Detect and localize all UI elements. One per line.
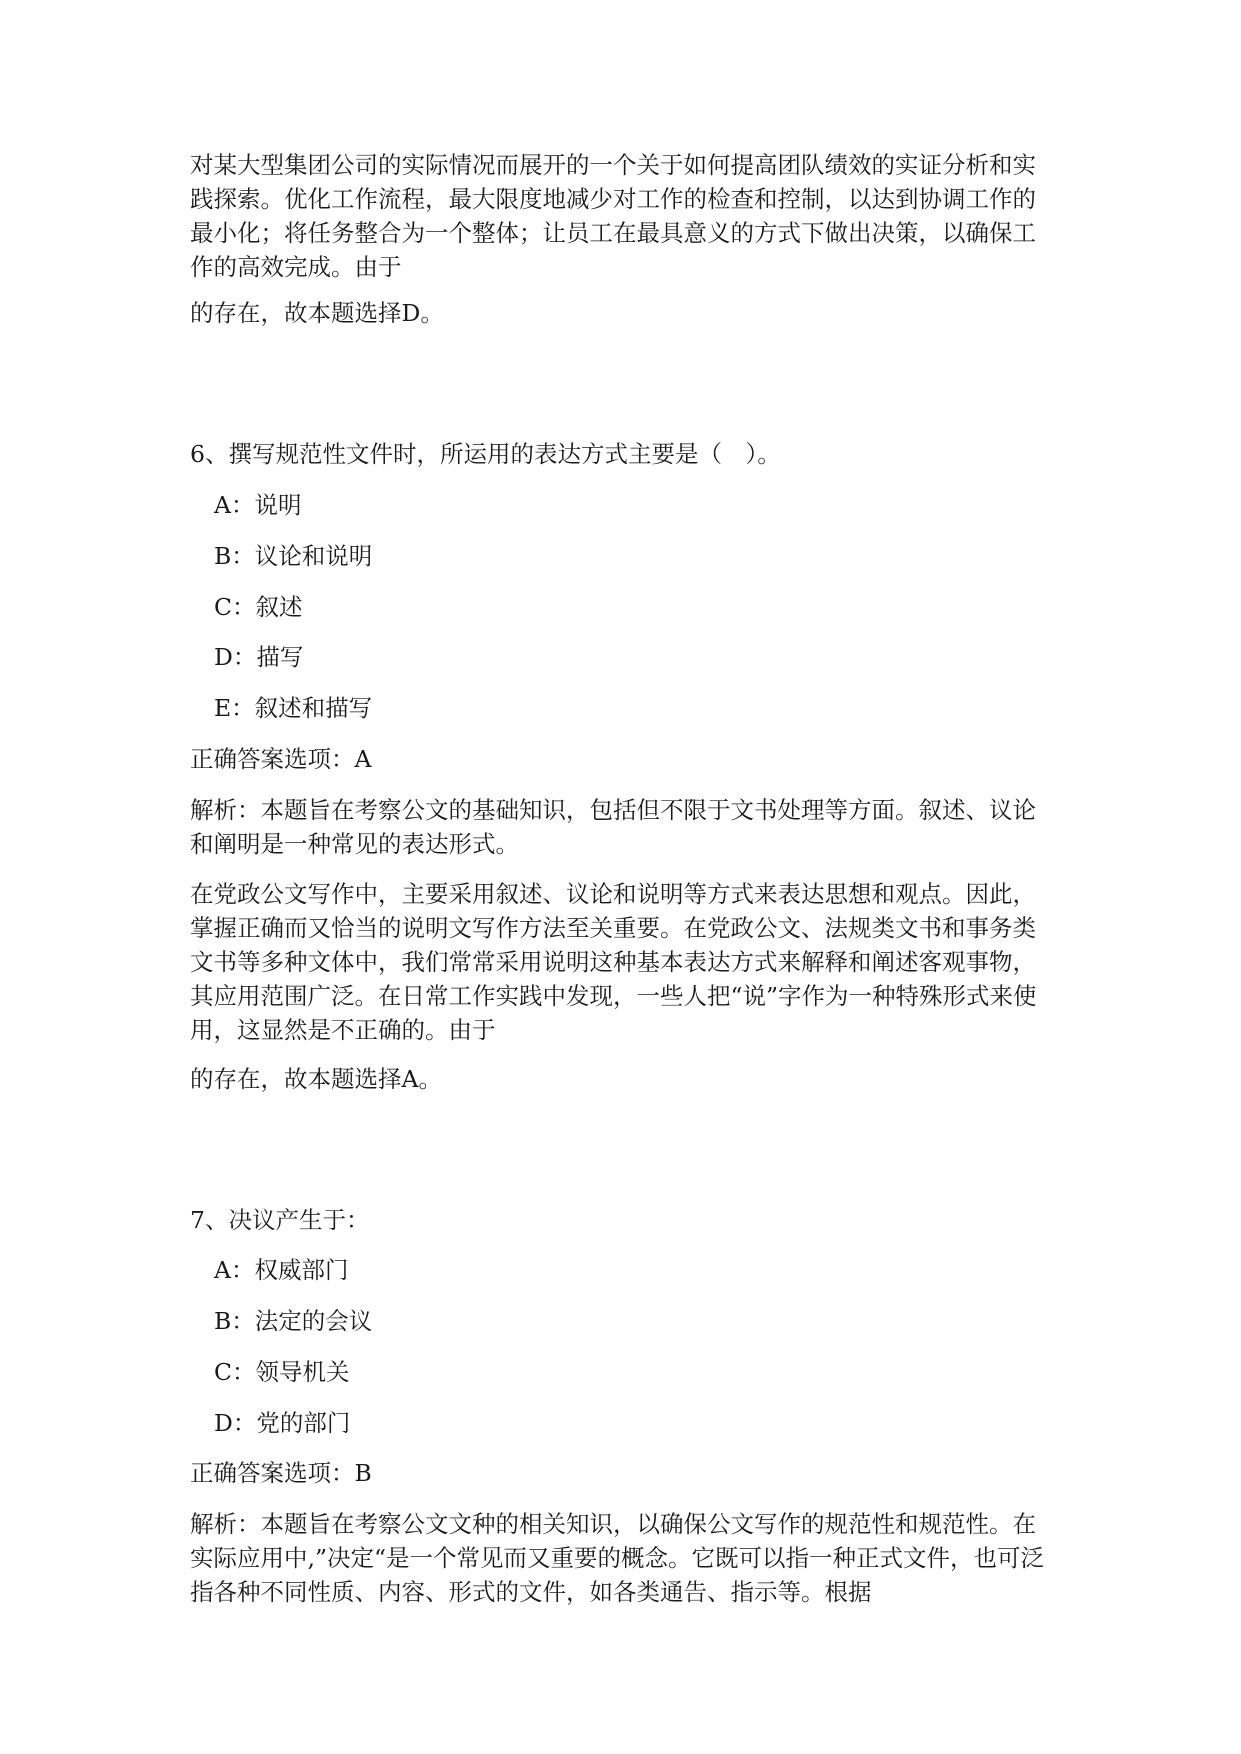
q6-option-b: B：议论和说明	[214, 542, 373, 570]
q6-option-c: C：叙述	[214, 593, 303, 621]
q6-option-d: D：描写	[214, 643, 304, 671]
q6-answer: 正确答案选项：A	[190, 745, 372, 773]
q7-question: 7、决议产生于：	[190, 1206, 370, 1234]
q7-option-c: C：领导机关	[214, 1358, 350, 1386]
q6-option-a: A：说明	[214, 491, 302, 519]
q5-conclusion: 的存在，故本题选择D。	[190, 299, 444, 327]
q7-answer: 正确答案选项：B	[190, 1459, 372, 1487]
q6-question: 6、撰写规范性文件时，所运用的表达方式主要是（ ）。	[190, 440, 781, 468]
q5-analysis-continued: 对某大型集团公司的实际情况而展开的一个关于如何提高团队绩效的实证分析和实践探索。优化工作流程，最大限度地减少对工作的检查和控制，以达到协调工作的最小化；将任务整合为一个整体；让员工在最具意义的方式下做出决策，以确保工作的高效完成。由于	[190, 151, 1036, 281]
q7-option-a: A：权威部门	[214, 1256, 349, 1284]
q6-option-e: E：叙述和描写	[214, 694, 373, 722]
q7-analysis-1: 解析：本题旨在考察公文文种的相关知识，以确保公文写作的规范性和规范性。在实际应用中,”决定“是一个常见而又重要的概念。它既可以指一种正式文件，也可泛指各种不同性质、内容、形式的文件，如各类通告、指示等。根据	[190, 1510, 1044, 1606]
q7-option-b: B：法定的会议	[214, 1307, 373, 1335]
q6-analysis-2: 在党政公文写作中，主要采用叙述、议论和说明等方式来表达思想和观点。因此，掌握正确而又恰当的说明文写作方法至关重要。在党政公文、法规类文书和事务类文书等多种文体中，我们常常采用说明这种基本表达方式来解释和阐述客观事物，其应用范围广泛。在日常工作实践中发现，一些人把“说”字作为一种特殊形式来使用，这显然是不正确的。由于	[190, 880, 1037, 1044]
q7-option-d: D：党的部门	[214, 1409, 351, 1437]
q6-analysis-1: 解析：本题旨在考察公文的基础知识，包括但不限于文书处理等方面。叙述、议论和阐明是一种常见的表达形式。	[190, 796, 1036, 858]
q6-conclusion: 的存在，故本题选择A。	[190, 1065, 442, 1093]
